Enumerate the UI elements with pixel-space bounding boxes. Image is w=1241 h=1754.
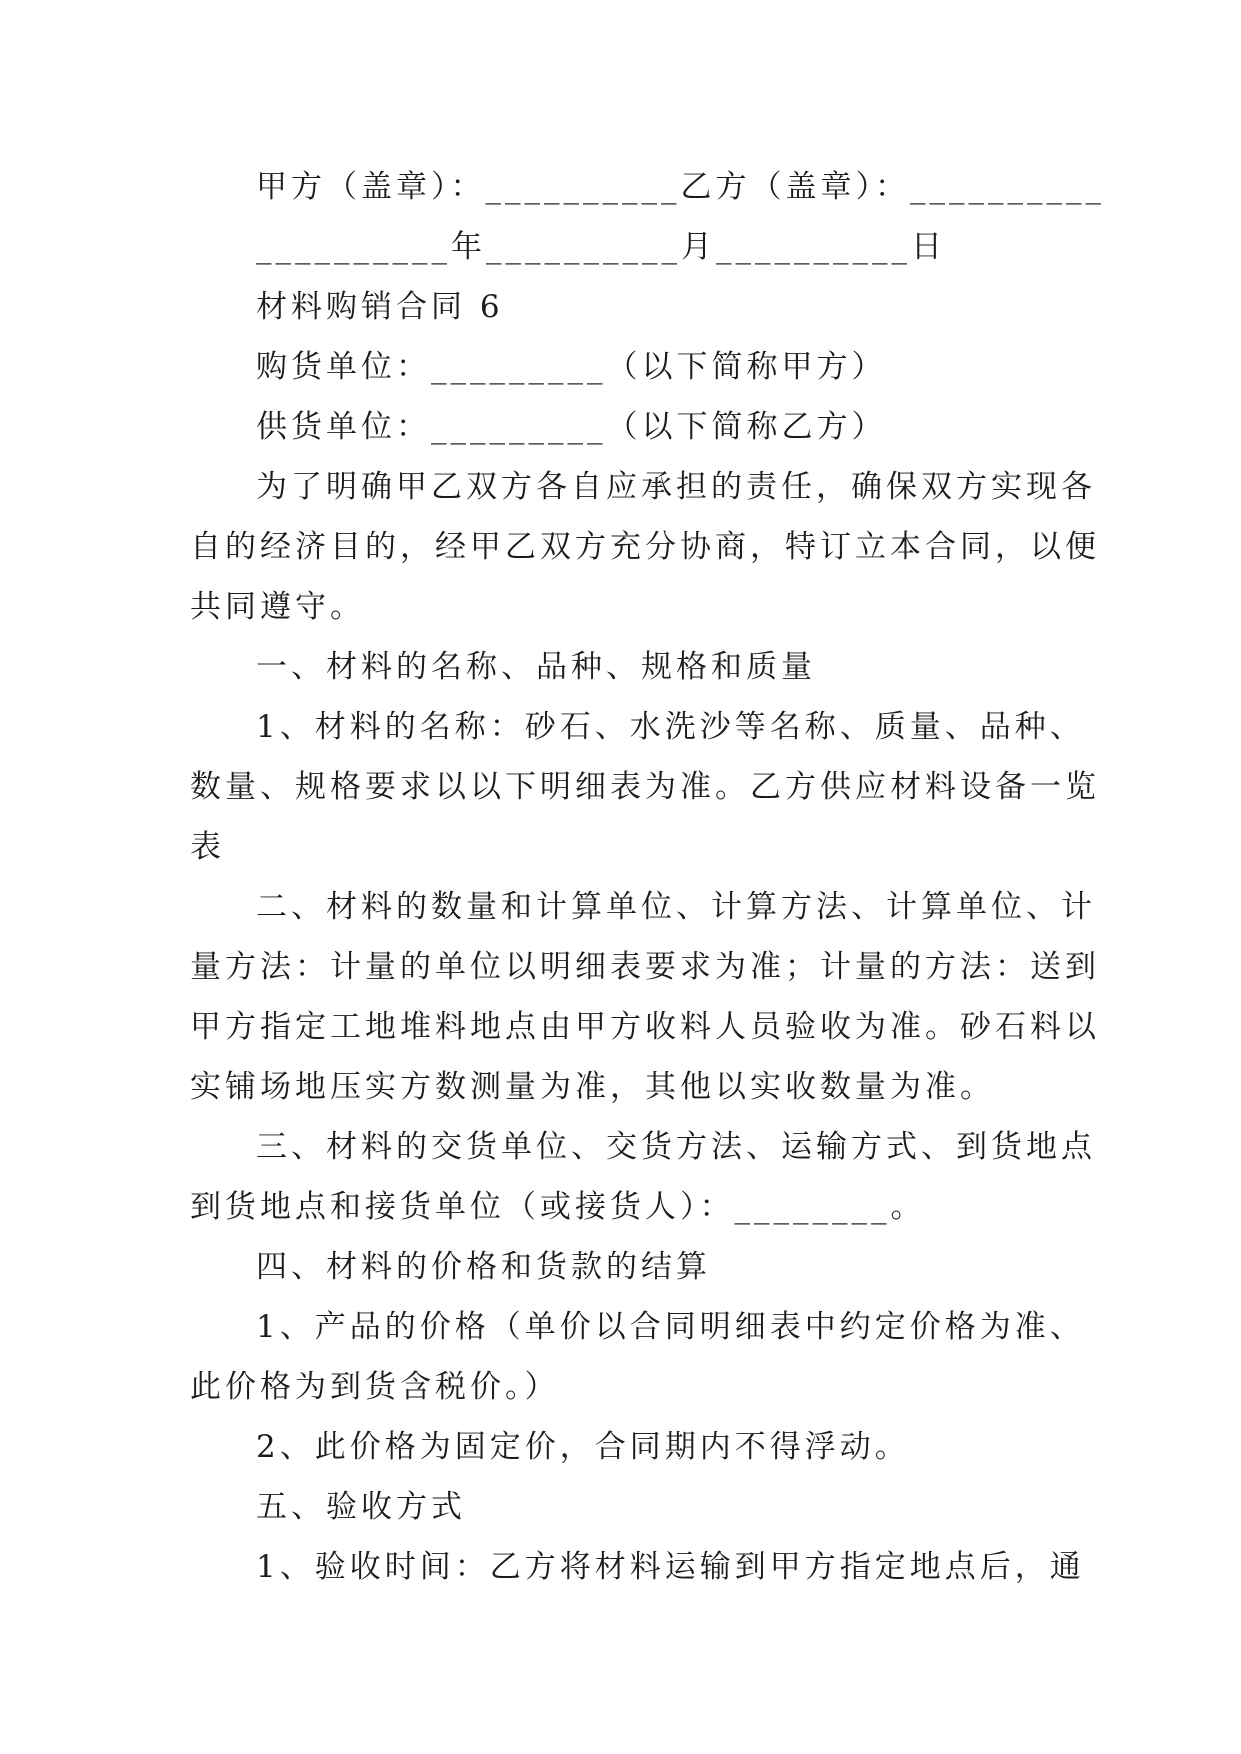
buyer-line: 购货单位：_________（以下简称甲方） bbox=[256, 349, 887, 385]
paragraph-line: 实铺场地压实方数测量为准，其他以实收数量为准。 bbox=[190, 1069, 995, 1105]
date-line: __________年__________月__________日 bbox=[256, 229, 946, 265]
paragraph-line: 为了明确甲乙双方各自应承担的责任，确保双方实现各 bbox=[256, 469, 1096, 505]
signature-line: 甲方（盖章）：__________乙方（盖章）：__________ bbox=[256, 169, 1105, 205]
paragraph-line: 甲方指定工地堆料地点由甲方收料人员验收为准。砂石料以 bbox=[190, 1009, 1100, 1045]
section-heading: 五、验收方式 bbox=[256, 1489, 466, 1525]
contract-title: 材料购销合同 6 bbox=[256, 289, 504, 325]
paragraph-line: 共同遵守。 bbox=[190, 589, 365, 625]
supplier-line: 供货单位：_________（以下简称乙方） bbox=[256, 409, 887, 445]
paragraph-line: 到货地点和接货单位（或接货人）：________。 bbox=[190, 1189, 926, 1225]
paragraph-line: 此价格为到货含税价。） bbox=[190, 1369, 560, 1405]
paragraph-line: 数量、规格要求以以下明细表为准。乙方供应材料设备一览 bbox=[190, 769, 1100, 805]
paragraph-line: 1、材料的名称：砂石、水洗沙等名称、质量、品种、 bbox=[256, 709, 1085, 745]
section-heading: 二、材料的数量和计算单位、计算方法、计算单位、计 bbox=[256, 889, 1096, 925]
section-heading: 三、材料的交货单位、交货方法、运输方式、到货地点 bbox=[256, 1129, 1096, 1165]
paragraph-line: 2、此价格为固定价，合同期内不得浮动。 bbox=[256, 1429, 910, 1465]
section-heading: 四、材料的价格和货款的结算 bbox=[256, 1249, 711, 1285]
paragraph-line: 表 bbox=[190, 829, 225, 865]
paragraph-line: 自的经济目的，经甲乙双方充分协商，特订立本合同，以便 bbox=[190, 529, 1100, 565]
paragraph-line: 1、验收时间：乙方将材料运输到甲方指定地点后，通 bbox=[256, 1549, 1085, 1585]
paragraph-line: 1、产品的价格（单价以合同明细表中约定价格为准、 bbox=[256, 1309, 1085, 1345]
section-heading: 一、材料的名称、品种、规格和质量 bbox=[256, 649, 816, 685]
paragraph-line: 量方法：计量的单位以明细表要求为准；计量的方法：送到 bbox=[190, 949, 1100, 985]
document-body bbox=[190, 157, 1105, 1597]
